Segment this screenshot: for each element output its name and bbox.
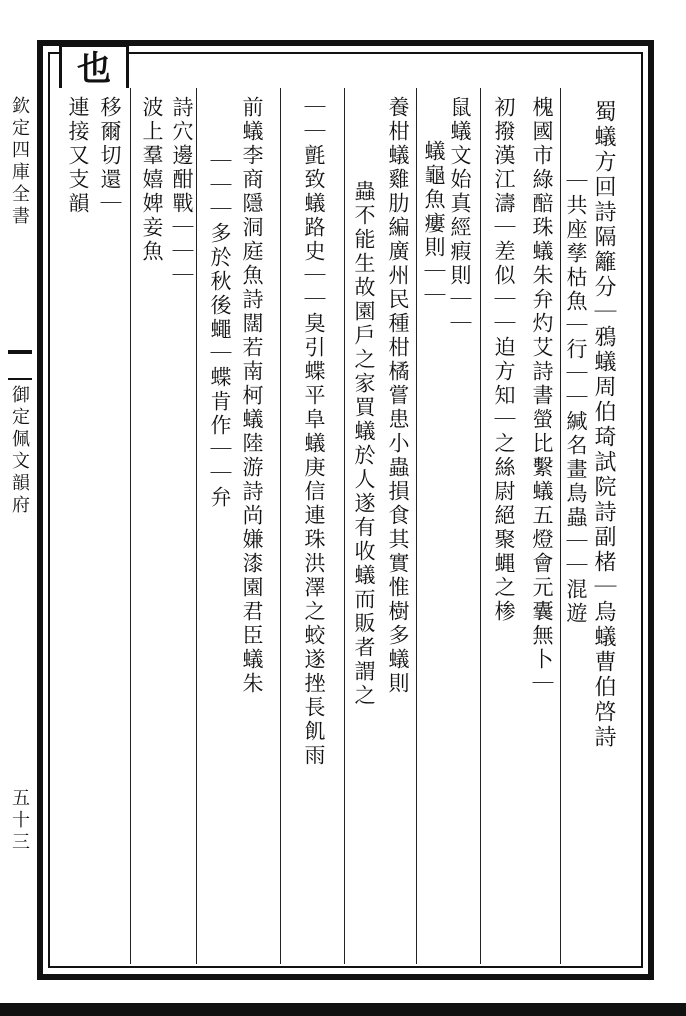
text-column-12: 詩穴邊酣戰｜｜｜	[170, 96, 194, 288]
page-bottom-border	[0, 1003, 686, 1016]
text-column-11: ｜｜｜多於秋後蠅｜蝶肯作｜｜弁	[208, 150, 232, 510]
column-rule	[344, 88, 345, 964]
column-rule	[416, 88, 417, 964]
rhyme-section-tab: 也	[59, 44, 129, 88]
text-column-9: ｜｜氈致蟻路史｜｜臭引蝶平阜蟻庚信連珠洪澤之蛟遂挫長飢雨	[302, 96, 326, 768]
book-title-margin: 欽定四庫全書	[9, 96, 30, 228]
text-column-7: 養柑蟻雞肋編廣州民種柑橘嘗患小蟲損食其實惟樹多蟻則	[386, 96, 410, 696]
text-column-6: 蟻龜魚瘻則｜｜	[422, 140, 446, 308]
column-rule	[560, 88, 561, 964]
column-rule	[130, 88, 131, 964]
work-title-margin: 御定佩文韻府	[9, 385, 30, 517]
text-column-1: 蜀蟻方回詩隔籬分｜鴉蟻周伯琦試院詩副楮｜烏蟻曹伯啓詩	[591, 100, 616, 750]
text-column-14: 移爾切還｜	[98, 96, 122, 216]
text-column-3: 槐國市綠醅珠蟻朱弁灼艾詩書螢比繫蟻五燈會元囊無卜｜	[530, 96, 554, 696]
margin-fishtail	[8, 350, 32, 380]
page-number: 五十三	[9, 788, 30, 854]
column-rule	[280, 88, 281, 964]
text-column-10: 前蟻李商隱洞庭魚詩闊若南柯蟻陸游詩尚嫌漆園君臣蟻朱	[240, 96, 264, 696]
column-rule	[480, 88, 481, 964]
column-rule	[196, 88, 197, 964]
text-column-8: 蟲不能生故園戶之家買蟻於人遂有收蟻而販者謂之	[352, 180, 376, 708]
text-column-13: 波上羣嬉婢妾魚	[140, 96, 164, 264]
text-column-2: ｜共座孳枯魚｜行｜｜緘名畫鳥蟲｜｜混遊	[564, 170, 588, 626]
text-column-4: 初撥漢江濤｜差似｜｜迫方知｜之絲尉絕聚蝿之椮	[492, 96, 516, 624]
text-column-15: 連接又支韻	[66, 96, 90, 216]
text-column-5: 鼠蟻文始真經瘕則｜｜	[448, 96, 472, 336]
